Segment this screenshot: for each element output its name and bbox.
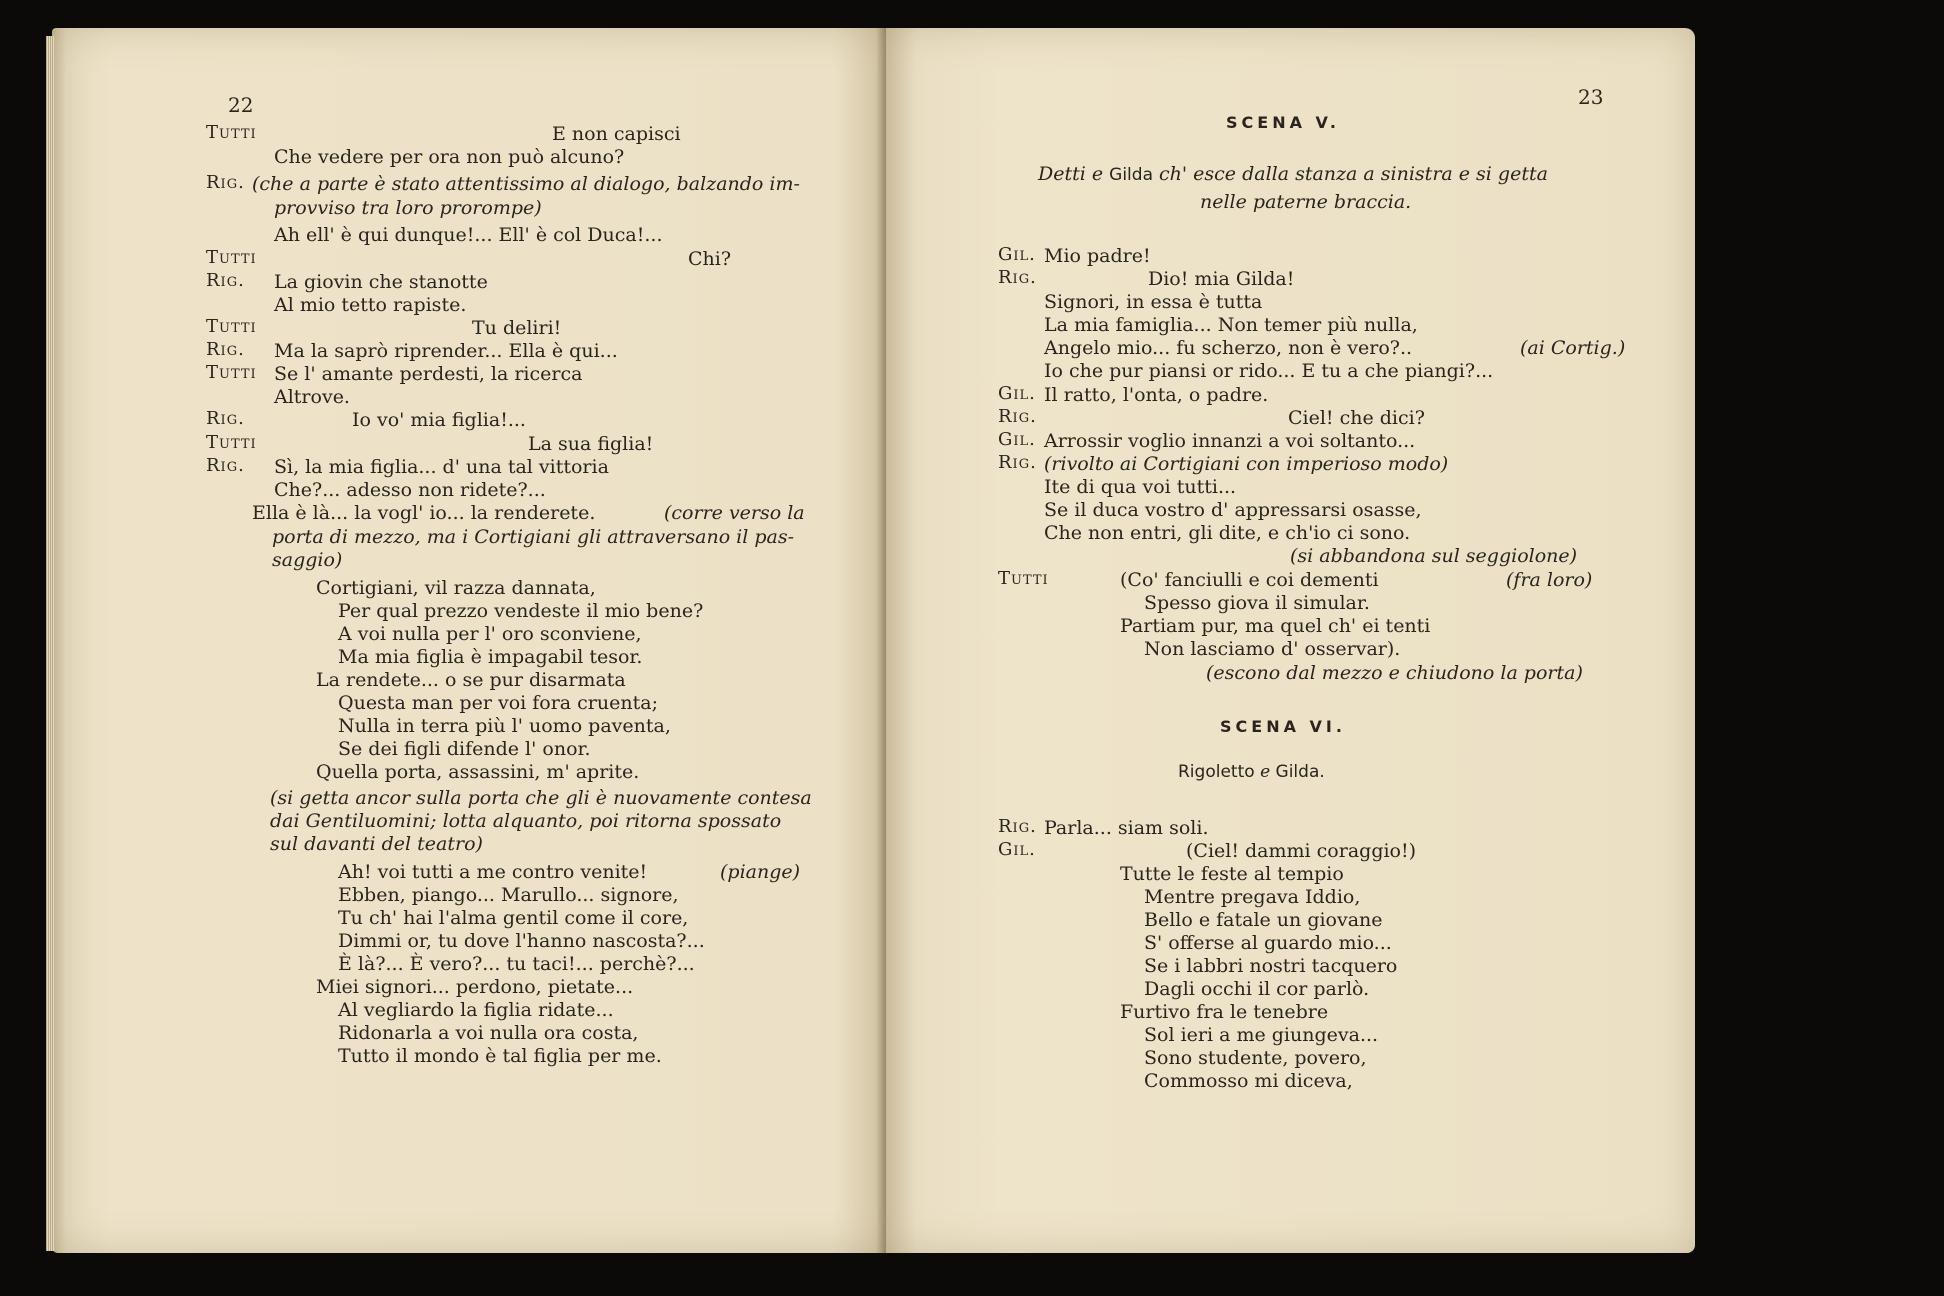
verse-line: S' offerse al guardo mio... (1144, 932, 1392, 954)
verse-line: Bello e fatale un giovane (1144, 909, 1383, 931)
stage-direction: (piange) (720, 861, 801, 883)
verse-line: Partiam pur, ma quel ch' ei tenti (1120, 615, 1431, 637)
verse-line: Mio padre! (1044, 245, 1151, 267)
conjunction: e (1260, 762, 1271, 782)
speaker-label: Tutti (998, 568, 1049, 589)
verse-line: Ridonarla a voi nulla ora costa, (338, 1022, 639, 1044)
verse-line: Che non entri, gli dite, e ch'io ci sono. (1044, 522, 1411, 544)
stage-direction: (si getta ancor sulla porta che gli è nuovamente contesa (270, 787, 812, 809)
verse-line: Tutto il mondo è tal figlia per me. (338, 1045, 662, 1067)
verse-line: È là?... È vero?... tu taci!... perchè?... (338, 953, 695, 975)
stage-direction: sul davanti del teatro) (270, 833, 483, 855)
verse-line: Angelo mio... fu scherzo, non è vero?.. (1044, 337, 1413, 359)
scene-title: SCENA V. (1226, 113, 1340, 132)
stage-direction: provviso tra loro prorompe) (274, 197, 542, 219)
stage-direction: (si abbandona sul seggiolone) (1290, 545, 1578, 567)
verse-line: La giovin che stanotte (274, 271, 488, 293)
scene-description (1038, 163, 1548, 186)
stage-direction: (escono dal mezzo e chiudono la porta) (1206, 662, 1583, 684)
page-number: 23 (1578, 85, 1604, 109)
character-name: Gilda. (1275, 762, 1325, 782)
page-edges (46, 36, 54, 1251)
character-name: Rigoletto (1178, 762, 1255, 782)
speaker-label: Gil. (998, 429, 1036, 450)
verse-line: Questa man per voi fora cruenta; (338, 692, 658, 714)
verse-line: Dimmi or, tu dove l'hanno nascosta?... (338, 930, 705, 952)
verse-line: Spesso giova il simular. (1144, 592, 1370, 614)
speaker-label: Tutti (206, 362, 257, 383)
verse-line: Dio! mia Gilda! (1148, 268, 1295, 290)
verse-line: Al vegliardo la figlia ridate... (338, 999, 614, 1021)
speaker-label: Rig. (206, 339, 245, 360)
verse-line: A voi nulla per l' oro sconviene, (338, 623, 642, 645)
verse-line: Ah ell' è qui dunque!... Ell' è col Duca!... (274, 224, 663, 246)
verse-line: Tutte le feste al tempio (1120, 863, 1344, 885)
verse-line: Per qual prezzo vendeste il mio bene? (338, 600, 704, 622)
verse-line: Che?... adesso non ridete?... (274, 479, 546, 501)
verse-line: Io che pur piansi or rido... E tu a che piangi?... (1044, 360, 1494, 382)
speaker-label: Rig. (206, 172, 245, 193)
verse-line: Ciel! che dici? (1288, 407, 1425, 429)
verse-line: Miei signori... perdono, pietate... (316, 976, 634, 998)
verse-line: Ebben, piango... Marullo... signore, (338, 884, 679, 906)
stage-direction: (ai Cortig.) (1520, 337, 1626, 359)
verse-line: Non lasciamo d' osservar). (1144, 638, 1401, 660)
stage-direction: (fra loro) (1506, 569, 1593, 591)
verse-line: Nulla in terra più l' uomo paventa, (338, 715, 671, 737)
verse-line: Parla... siam soli. (1044, 817, 1209, 839)
speaker-label: Rig. (206, 408, 245, 429)
speaker-label: Gil. (998, 244, 1036, 265)
character-name: Gilda (1109, 165, 1153, 185)
verse-line: Tu deliri! (472, 317, 562, 339)
verse-line: Se dei figli difende l' onor. (338, 738, 591, 760)
verse-line: Ite di qua voi tutti... (1044, 476, 1237, 498)
verse-line: E non capisci (552, 123, 681, 145)
speaker-label: Rig. (998, 816, 1037, 837)
verse-line: Commosso mi diceva, (1144, 1070, 1353, 1092)
verse-line: Arrossir voglio innanzi a voi soltanto... (1044, 430, 1416, 452)
speaker-label: Rig. (206, 455, 245, 476)
speaker-label: Rig. (206, 270, 245, 291)
stage-direction: porta di mezzo, ma i Cortigiani gli attraversano il pas- (272, 526, 795, 548)
speaker-label: Gil. (998, 839, 1036, 860)
verse-line: Ma mia figlia è impagabil tesor. (338, 646, 643, 668)
verse-line: Se l' amante perdesti, la ricerca (274, 363, 583, 385)
speaker-label: Tutti (206, 247, 257, 268)
verse-line: Sono studente, povero, (1144, 1047, 1367, 1069)
open-book (52, 28, 1695, 1253)
stage-direction: (rivolto ai Cortigiani con imperioso modo) (1044, 453, 1449, 475)
page-number: 22 (228, 93, 254, 117)
verse-line: Ella è là... la vogl' io... la renderete. (252, 502, 596, 524)
verse-line: Dagli occhi il cor parlò. (1144, 978, 1370, 1000)
verse-line: (Ciel! dammi coraggio!) (1186, 840, 1417, 862)
verse-line: (Co' fanciulli e coi dementi (1120, 569, 1379, 591)
verse-line: Mentre pregava Iddio, (1144, 886, 1361, 908)
verse-line: Altrove. (274, 386, 350, 408)
scene-subtitle (1178, 761, 1325, 783)
verse-line: Io vo' mia figlia!... (352, 409, 526, 431)
speaker-label: Tutti (206, 122, 257, 143)
speaker-label: Gil. (998, 383, 1036, 404)
verse-line: Il ratto, l'onta, o padre. (1044, 384, 1269, 406)
verse-line: Se il duca vostro d' appressarsi osasse, (1044, 499, 1422, 521)
scene-title: SCENA VI. (1220, 717, 1346, 736)
scene-description-text: Detti e Gilda ch' esce dalla stanza a sinistra e si getta (1038, 163, 1548, 185)
stage-direction: saggio) (272, 549, 343, 571)
verse-line: Ma la saprò riprender... Ella è qui... (274, 340, 618, 362)
verse-line: Cortigiani, vil razza dannata, (316, 577, 596, 599)
verse-line: Tu ch' hai l'alma gentil come il core, (338, 907, 689, 929)
verse-line: Ah! voi tutti a me contro venite! (338, 861, 648, 883)
speaker-label: Tutti (206, 432, 257, 453)
verse-line: Chi? (688, 248, 732, 270)
speaker-label: Rig. (998, 267, 1037, 288)
right-page (886, 28, 1695, 1253)
verse-line: Signori, in essa è tutta (1044, 291, 1263, 313)
verse-line: Sì, la mia figlia... d' una tal vittoria (274, 456, 609, 478)
speaker-label: Rig. (998, 406, 1037, 427)
left-page (52, 28, 886, 1253)
scene-description: nelle paterne braccia. (1200, 191, 1412, 213)
verse-line: Sol ieri a me giungeva... (1144, 1024, 1379, 1046)
speaker-label: Rig. (998, 452, 1037, 473)
verse-line: Furtivo fra le tenebre (1120, 1001, 1329, 1023)
speaker-label: Tutti (206, 316, 257, 337)
stage-direction: (corre verso la (664, 502, 805, 524)
verse-line: Al mio tetto rapiste. (274, 294, 467, 316)
verse-line: La mia famiglia... Non temer più nulla, (1044, 314, 1418, 336)
verse-line: La sua figlia! (528, 433, 654, 455)
verse-line: Quella porta, assassini, m' aprite. (316, 761, 640, 783)
stage-direction: dai Gentiluomini; lotta alquanto, poi ritorna spossato (270, 810, 782, 832)
stage-direction: (che a parte è stato attentissimo al dialogo, balzando im- (252, 173, 800, 195)
verse-line: Se i labbri nostri tacquero (1144, 955, 1398, 977)
verse-line: Che vedere per ora non può alcuno? (274, 146, 625, 168)
verse-line: La rendete... o se pur disarmata (316, 669, 626, 691)
